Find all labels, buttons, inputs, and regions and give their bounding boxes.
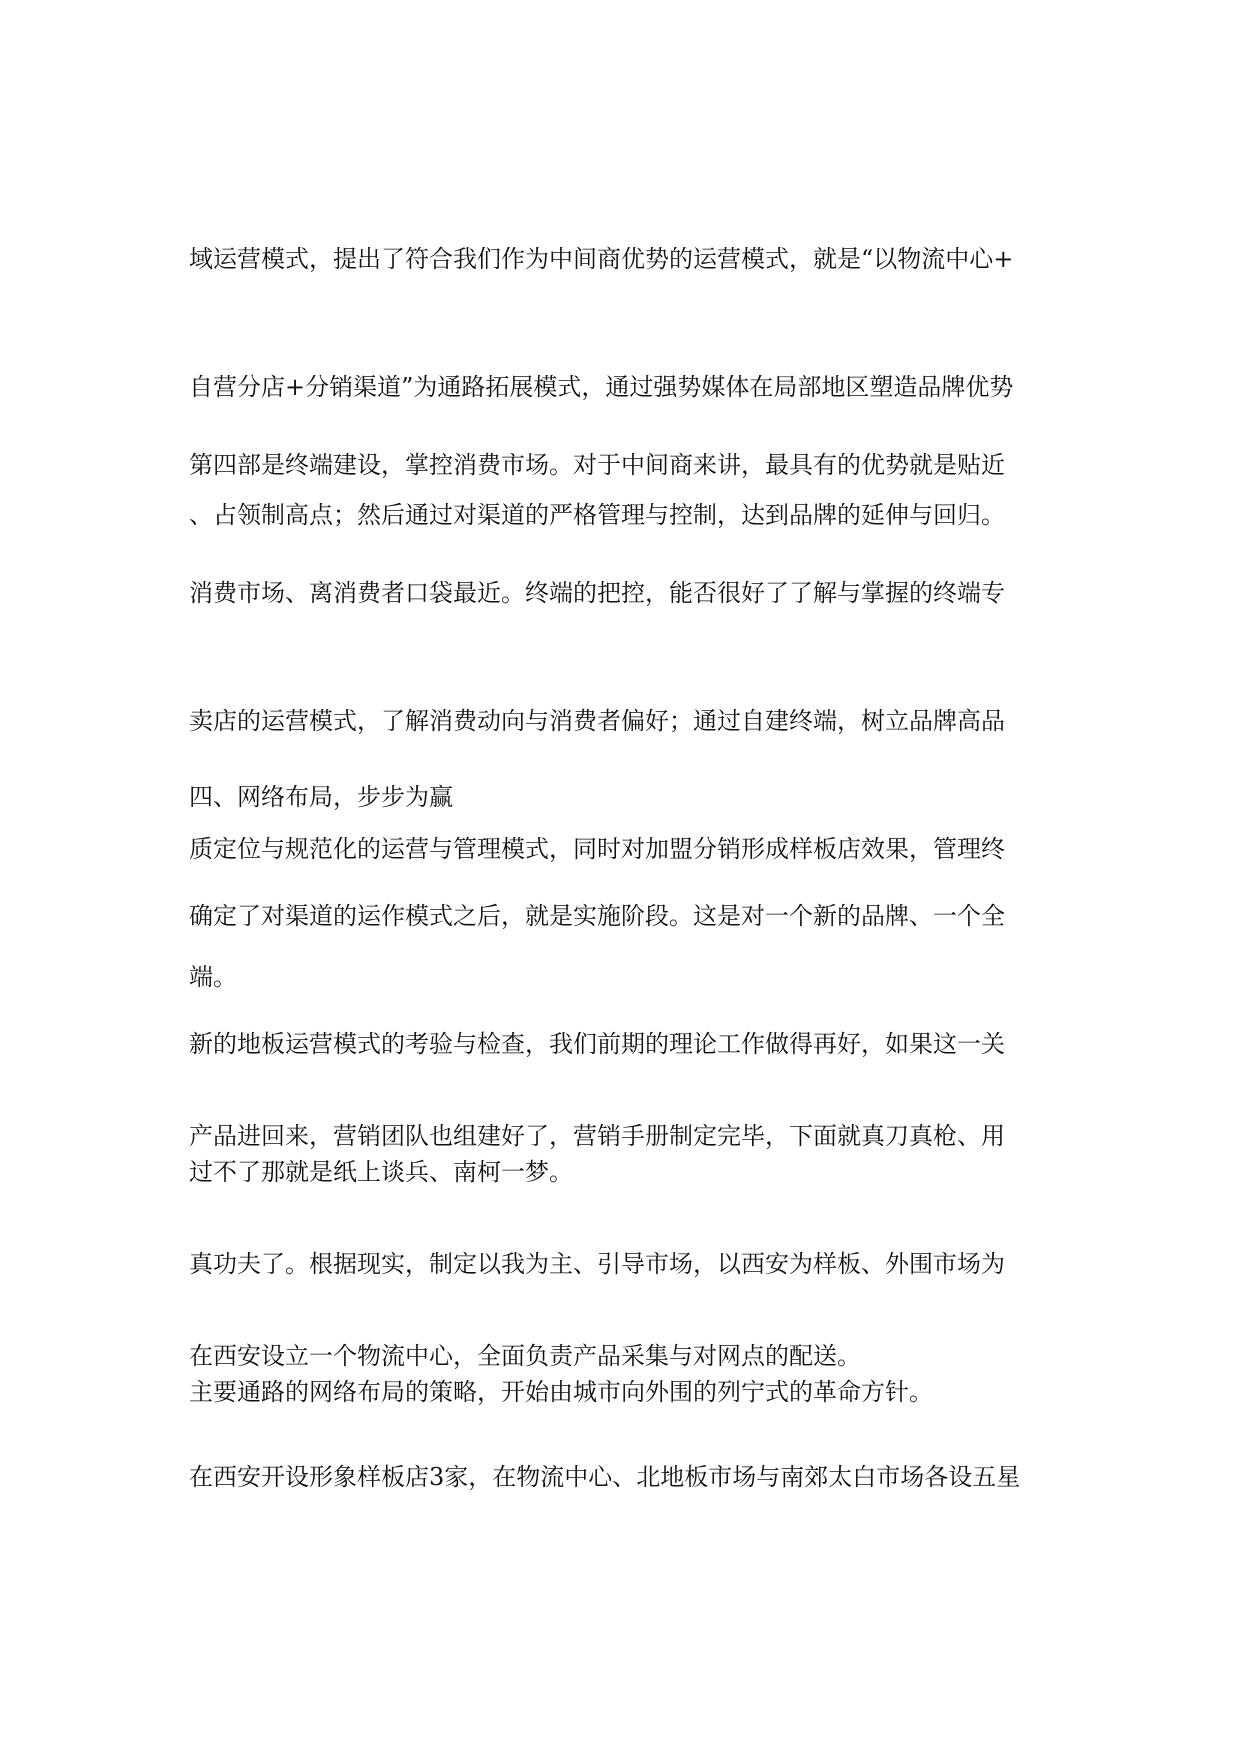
text-line: 域运营模式，提出了符合我们作为中间商优势的运营模式，就是“以物流中心+ [189,245,1014,273]
text-line: 产品进回来，营销团队也组建好了，营销手册制定完毕，下面就真刀真枪、用 [189,1122,1005,1150]
text-line: 确定了对渠道的运作模式之后，就是实施阶段。这是对一个新的品牌、一个全 [189,902,1005,930]
text-line: 主要通路的网络布局的策略，开始由城市向外围的列宁式的革命方针。 [189,1378,933,1406]
text-line: 真功夫了。根据现实，制定以我为主、引导市场，以西安为样板、外围市场为 [189,1250,1005,1278]
text-line: 在西安开设形象样板店3家，在物流中心、北地板市场与南郊太白市场各设五星 [189,1463,1021,1491]
text-line: 端。 [189,963,237,991]
paragraph-showcase-stores [189,1381,1069,1573]
text-line: 过不了那就是纸上谈兵、南柯一梦。 [189,1158,573,1186]
text-line: 第四部是终端建设，掌控消费市场。对于中间商来讲，最具有的优势就是贴近 [189,451,1005,479]
text-line: 自营分店+分销渠道”为通路拓展模式，通过强势媒体在局部地区塑造品牌优势 [189,373,1014,401]
heading-text: 四、网络布局，步步为赢 [189,783,453,811]
text-line: 新的地板运营模式的考验与检查，我们前期的理论工作做得再好，如果这一关 [189,1030,1005,1058]
text-line: 在西安设立一个物流中心，全面负责产品采集与对网点的配送。 [189,1342,861,1370]
text-line: 、占领制高点；然后通过对渠道的严格管理与控制，达到品牌的延伸与回归。 [189,501,1005,529]
text-line: 卖店的运营模式，了解消费动向与消费者偏好；通过自建终端，树立品牌高品 [189,707,1005,735]
text-line: 质定位与规范化的运营与管理模式，同时对加盟分销形成样板店效果，管理终 [189,835,1005,863]
text-line: 消费市场、离消费者口袋最近。终端的把控，能否很好了了解与掌握的终端专 [189,579,1005,607]
